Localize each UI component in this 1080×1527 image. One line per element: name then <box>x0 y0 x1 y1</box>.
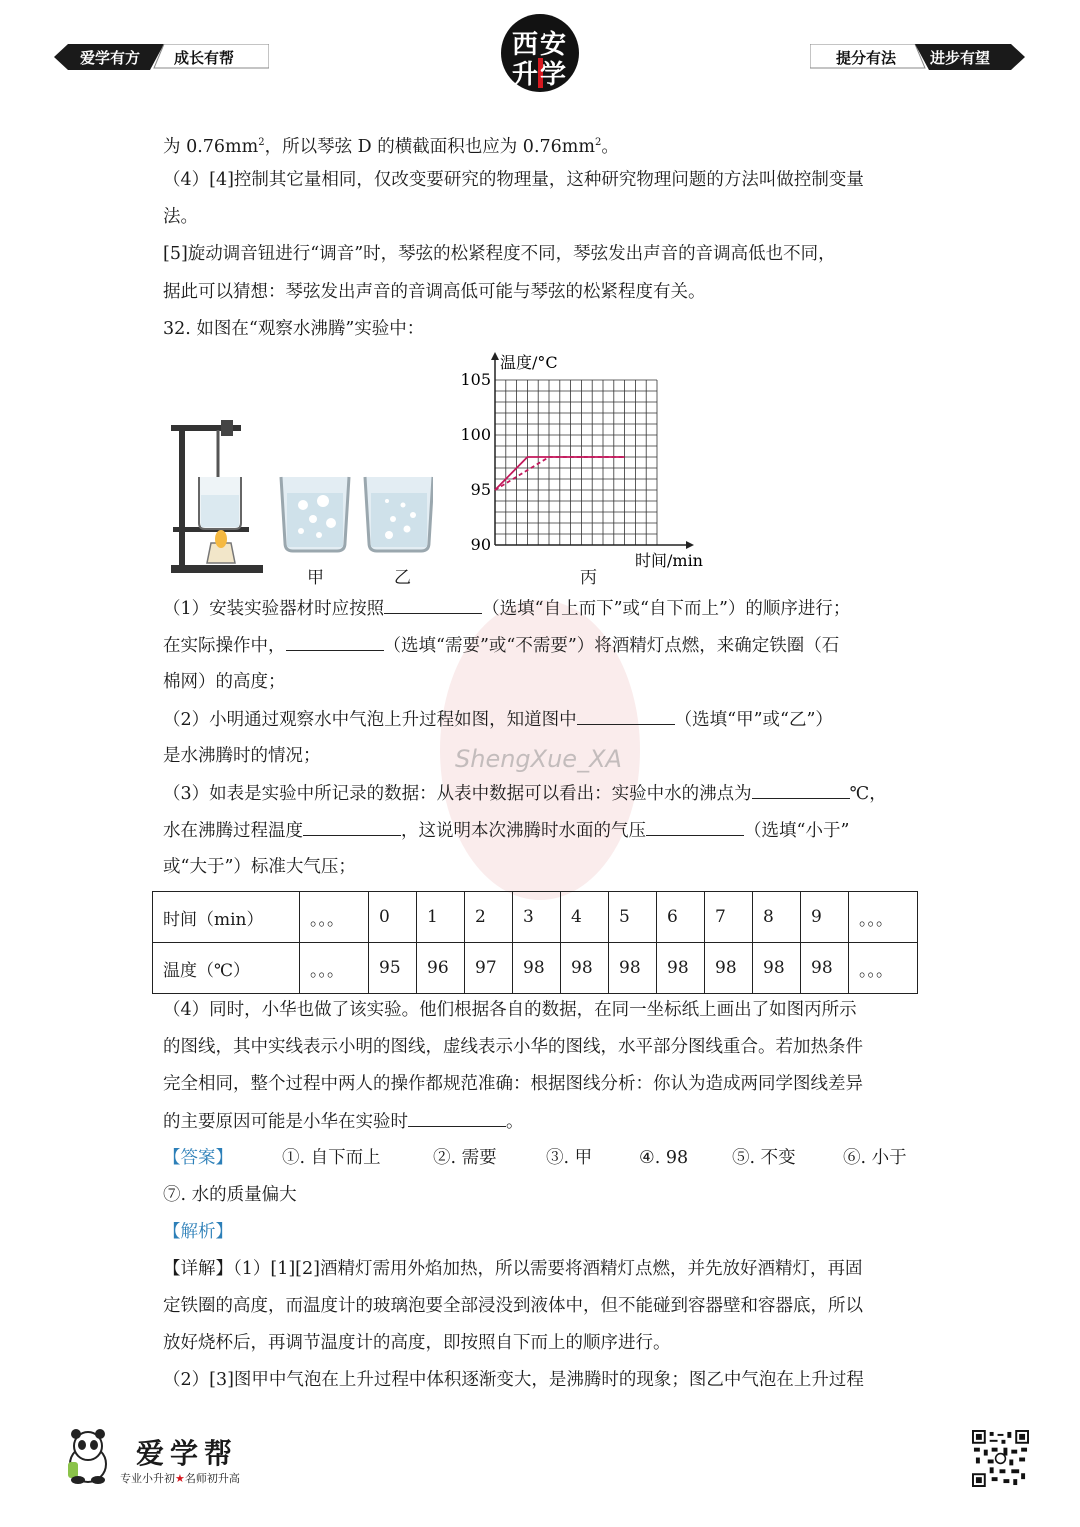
answer-blank[interactable] <box>384 597 482 614</box>
table-cell: 0 <box>369 892 417 943</box>
analysis-line: 【详解】（1）[1][2]酒精灯需用外焰加热，所以需要将酒精灯点燃，并先放好酒精灯，再固 <box>163 1259 863 1279</box>
question-1: 棉网）的高度； <box>163 672 286 692</box>
table-cell: 98 <box>609 943 657 994</box>
y-tick-label: 105 <box>460 370 491 389</box>
question-3: （3）如表是实验中所记录的数据：从表中数据可以看出：实验中水的沸点为 ℃， <box>163 784 887 804</box>
answer-blank[interactable] <box>303 819 401 836</box>
panda-mascot-icon <box>62 1428 114 1484</box>
y-axis-arrow <box>491 352 499 360</box>
answer-item: ③. 甲 <box>546 1148 593 1168</box>
table-cell: 2 <box>465 892 513 943</box>
table-cell: 1 <box>417 892 465 943</box>
answer-item: ⑥. 小于 <box>843 1148 907 1168</box>
table-cell: 4 <box>561 892 609 943</box>
qr-code-icon[interactable] <box>972 1430 1029 1487</box>
table-cell: 98 <box>657 943 705 994</box>
answer-blank[interactable] <box>577 708 675 725</box>
text-line: 据此可以猜想：琴弦发出声音的音调高低可能与琴弦的松紧程度有关。 <box>163 282 706 302</box>
table-row-temperature <box>153 943 918 994</box>
answer-item: ⑦. 水的质量偏大 <box>163 1185 297 1205</box>
analysis-tag: 【解析】 <box>163 1222 233 1242</box>
table-cell: 。。。 <box>849 943 918 994</box>
table-cell: 3 <box>513 892 561 943</box>
y-tick-label: 100 <box>460 425 491 444</box>
table-cell: 97 <box>465 943 513 994</box>
xian-shengxue-logo <box>501 14 579 92</box>
footer-brand: 爱学帮 <box>136 1437 239 1470</box>
table-cell: 。。。 <box>300 892 369 943</box>
text-line: 法。 <box>163 207 198 227</box>
question-2: （2）小明通过观察水中气泡上升过程如图，知道图中 （选填“甲”或“乙”） <box>163 710 833 730</box>
beaker-yi <box>365 477 433 551</box>
table-cell: 7 <box>705 892 753 943</box>
answer-tag: 【答案】 <box>163 1148 233 1168</box>
question-title: 32. 如图在“观察水沸腾”实验中： <box>163 319 425 339</box>
header-slogan-1: 爱学有方 <box>80 49 141 67</box>
question-4: 的主要原因可能是小华在实验时 。 <box>163 1112 524 1132</box>
data-table <box>152 891 918 994</box>
y-axis-label: 温度/°C <box>500 353 558 372</box>
question-3: 水在沸腾过程温度 ，这说明本次沸腾时水面的气压 （选填“小于” <box>163 821 850 841</box>
question-4: 的图线，其中实线表示小明的图线，虚线表示小华的图线，水平部分图线重合。若加热条件 <box>163 1037 863 1057</box>
x-axis-label: 时间/min <box>635 551 703 570</box>
stand-rod <box>179 427 185 567</box>
analysis-line: 定铁圈的高度，而温度计的玻璃泡要全部浸没到液体中，但不能碰到容器壁和容器底，所以 <box>163 1296 863 1316</box>
chart-grid <box>495 380 657 545</box>
question-1: （1）安装实验器材时应按照 （选填“自上而下”或“自下而上”）的顺序进行； <box>163 599 851 619</box>
header-left-banner <box>54 44 269 70</box>
question-4: （4）同时，小华也做了该实验。他们根据各自的数据，在同一坐标纸上画出了如图丙所示 <box>163 1000 857 1020</box>
header-right-banner <box>810 44 1025 70</box>
answer-item: ④. 98 <box>639 1148 689 1168</box>
beaker-jia <box>281 477 349 551</box>
table-cell: 98 <box>753 943 801 994</box>
table-row-time <box>153 892 918 943</box>
header-slogan-4: 进步有望 <box>930 49 991 67</box>
answer-blank[interactable] <box>646 819 744 836</box>
logo-line-1: 西安 <box>511 30 568 60</box>
logo-line-2: 升学 <box>511 60 568 90</box>
header-slogan-3: 提分有法 <box>836 49 897 67</box>
table-cell: 温度（℃） <box>153 943 300 994</box>
label-jia: 甲 <box>307 568 324 588</box>
flame <box>215 530 227 548</box>
answer-blank[interactable] <box>752 782 850 799</box>
table-cell: 98 <box>705 943 753 994</box>
clamp <box>221 420 233 436</box>
question-1: 在实际操作中， （选填“需要”或“不需要”）将酒精灯点燃，来确定铁圈（石 <box>163 636 840 656</box>
table-cell: 96 <box>417 943 465 994</box>
text-line: 为 $0.76mm^2$，所以琴弦 D 的横截面积也应为 $0.76mm^2$。 <box>163 136 619 157</box>
water <box>201 495 239 527</box>
text-line: （4）[4]控制其它量相同，仅改变要研究的物理量，这种研究物理问题的方法叫做控制变量 <box>163 170 864 190</box>
boiling-apparatus-figure <box>163 415 433 585</box>
text-line: [5]旋动调音钮进行“调音”时，琴弦的松紧程度不同，琴弦发出声音的音调高低也不同， <box>163 244 836 264</box>
table-cell: 。。。 <box>300 943 369 994</box>
answer-item: ②. 需要 <box>433 1148 497 1168</box>
table-cell: 95 <box>369 943 417 994</box>
y-tick-label: 95 <box>470 480 491 499</box>
answer-item: ⑤. 不变 <box>732 1148 796 1168</box>
question-2: 是水沸腾时的情况； <box>163 746 321 766</box>
question-3: 或“大于”）标准大气压； <box>163 857 356 877</box>
table-cell: 。。。 <box>849 892 918 943</box>
header-slogan-2: 成长有帮 <box>174 49 235 67</box>
analysis-line: 放好烧杯后，再调节温度计的高度，即按照自下而上的顺序进行。 <box>163 1333 671 1353</box>
answer-blank[interactable] <box>408 1110 506 1127</box>
answer-item: ①. 自下而上 <box>282 1148 381 1168</box>
question-4: 完全相同，整个过程中两人的操作都规范准确：根据图线分析：你认为造成两同学图线差异 <box>163 1074 863 1094</box>
table-cell: 98 <box>513 943 561 994</box>
table-cell: 时间（min） <box>153 892 300 943</box>
x-axis-arrow <box>686 541 694 549</box>
table-cell: 5 <box>609 892 657 943</box>
table-cell: 8 <box>753 892 801 943</box>
table-cell: 9 <box>801 892 849 943</box>
table-cell: 98 <box>801 943 849 994</box>
watermark-text: ShengXue_XA <box>455 745 622 773</box>
answer-blank[interactable] <box>286 634 384 651</box>
label-bing: 丙 <box>580 568 597 588</box>
temperature-time-chart <box>450 350 720 590</box>
y-tick-label: 90 <box>470 535 491 554</box>
table-cell: 6 <box>657 892 705 943</box>
label-yi: 乙 <box>394 568 411 588</box>
footer-slogan: 专业小升初★名师初升高 <box>120 1472 240 1485</box>
analysis-line: （2）[3]图甲中气泡在上升过程中体积逐渐变大，是沸腾时的现象；图乙中气泡在上升过程 <box>163 1370 864 1390</box>
table-cell: 98 <box>561 943 609 994</box>
